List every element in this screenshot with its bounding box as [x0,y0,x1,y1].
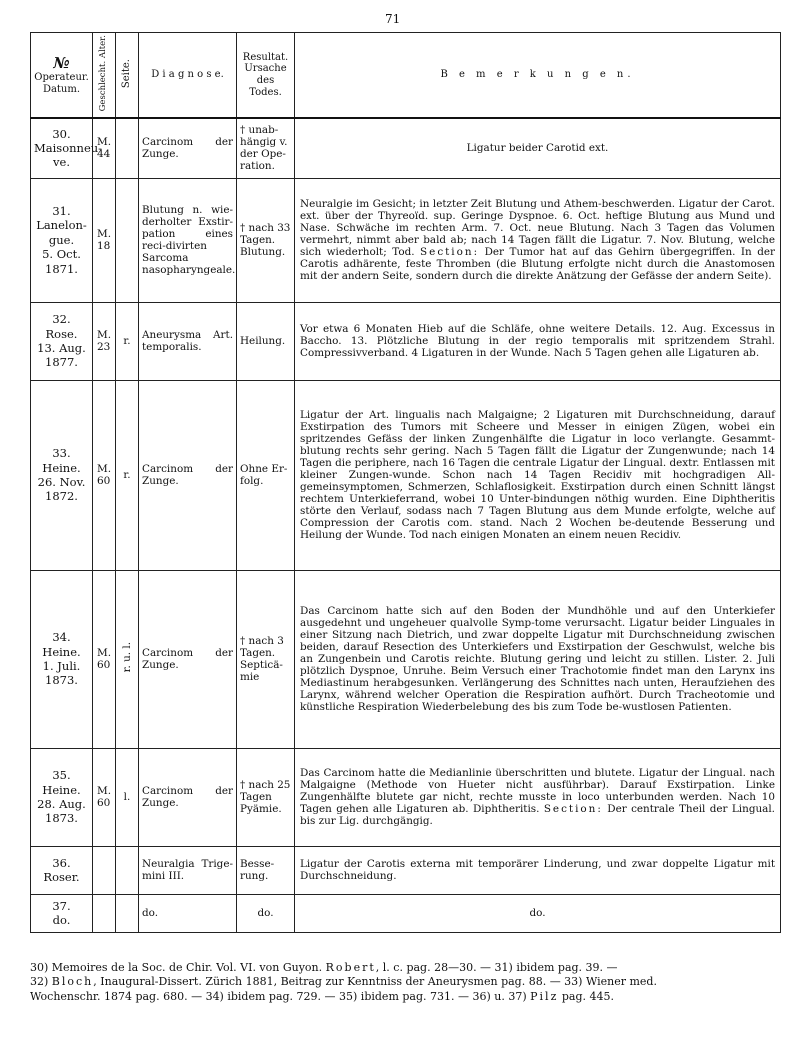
remarks-section-text: Der centrale Theil der Lingual. bis zur Lig. durchgängig. [300,803,775,828]
section-label: Section: [420,246,480,259]
header-operator: Operateur. [34,72,89,84]
diagnosis: Carcinom der Zunge. [139,380,237,570]
operator-name: Heine. [42,460,81,475]
table-row [31,118,781,178]
sex-age-cell [93,178,116,302]
remarks-text: Neuralgie im Gesicht; in letzter Zeit Blutung und Athem-beschwerden. Ligatur der Carot. ext. über der Thyreoïd. sup. Geringe Dyspnoe. 6. Oct. heftige Blutung aus Mund und Nase. Schwäche im rechten Arm. 7. Oct. neue Blutung. Nach 3 Tagen das Volumen vermehrt, nimmt aber bald ab; nach 14 Tagen fällt die Ligatur. 7. Nov. Blutung, welche sich wiederholt; Tod. [300,197,775,259]
sex: M. [97,462,112,475]
table-row [31,178,781,302]
operator-name: Heine. [42,782,81,797]
remarks: Ligatur der Carotis externa mit temporärer Linderung, und zwar doppelte Ligatur mit Durchschneidung. [295,846,781,894]
remarks [295,748,781,846]
operator-name: Roser. [43,870,80,884]
age: 23 [97,341,111,353]
operation-date: 28. Aug. 1873. [37,797,86,826]
age: 60 [97,659,111,671]
operator-cell [31,302,93,380]
operator-name: Lanelon-gue. [36,218,87,247]
case-number: 35. [52,768,71,783]
sex: M. [97,328,112,341]
remarks-section-text: Der Tumor hat auf das Gehirn übergegriffen. In der Carotis adhärente, feste Thromben (die Blutung erfolgte nicht durch die Anastomosen mit der andern Seite, sondern durch die direkte Anätzung der Gefässe der andern Seite). [300,246,775,283]
operation-date: 26. Nov. 1872. [37,475,86,504]
header-sex-age: Geschlecht. Alter. [98,35,109,112]
result: do. [237,894,295,932]
diagnosis: Blutung n. wie-derholter Exstir-pation eines reci-divirten Sarcoma nasopharyngeale. [139,178,237,302]
remarks: do. [295,894,781,932]
side-cell [116,894,139,932]
sex-age-cell [93,380,116,570]
result: Ohne Er-folg. [237,380,295,570]
side-cell [116,178,139,302]
footnotes [30,961,785,1004]
sex: M. [97,136,112,149]
remarks [295,178,781,302]
operator-cell [31,118,103,178]
case-number: 36. [52,855,71,870]
sex-age-cell [93,846,116,894]
case-number: 34. [52,630,71,645]
header-number: № [53,53,70,72]
footnote-text: 30) Memoires de la Soc. de Chir. Vol. VI. von Guyon. [30,961,326,974]
table-row [31,570,781,748]
table-row [31,894,781,932]
operator-name: Maisonneu-ve. [34,141,103,170]
age: 60 [97,475,111,487]
operator-cell [31,178,93,302]
author-name: Bloch [51,975,94,989]
operator-name: Rose. [45,326,78,341]
side-cell [116,570,139,748]
result: † nach 3 Tagen. Septicä-mie [237,570,295,748]
operator-cell [31,570,93,748]
result: Besse-rung. [237,846,295,894]
operation-date: 1. Juli. 1873. [42,659,81,688]
side-cell: l. [116,748,139,846]
sex-age-cell [93,570,116,748]
operator-cell [31,748,93,846]
result: † nach 33 Tagen. Blutung. [237,178,295,302]
author-name: Pilz [530,989,559,1003]
operation-date: 5. Oct. 1871. [42,247,81,276]
side-value: r. u. l. [120,642,133,673]
ligature-cases-table [30,32,781,933]
table-row [31,748,781,846]
sex-age-cell [93,894,116,932]
header-remarks: B e m e r k u n g e n. [295,33,781,119]
remarks: Das Carcinom hatte sich auf den Boden der Mundhöhle und auf den Unterkiefer ausgedehnt und ungeheuer qualvolle Symp-tome verursacht. Ligatur beider Linguales in einer Sitzung nach Dietrich, und zwar doppelte Ligatur mit Durchschneidung zwischen beiden, darauf Resection des Unterkiefers und Exstirpation der Geschwulst, welche bis an Zungenbein und Carotis reichte. Blutung gering und leicht zu stillen. Lister. 2. Juli plötzlich Dyspnoe, Unruhe. Beim Versuch einer Trachotomie findet man den Larynx ins Mediastinum herabgesunken. Verlängerung des Schnittes nach unten, Heraufziehen des Larynx, während welcher Operation die Respiration aufhört. Durch Tracheotomie und künstliche Respiration Wiederbelebung des bis zum Tode be-wustlosen Patienten. [295,570,781,748]
age: 60 [97,797,111,809]
sex-age-cell [93,748,116,846]
remarks: Ligatur der Art. lingualis nach Malgaigne; 2 Ligaturen mit Durchschneidung, darauf Exstirpation des Tumors mit Scheere und Messer in einigen Zügen, wobei ein spritzendes Gefäss der linken Zungenhälfte die Ligatur in loco verlangte. Gesammt-blutung rechts sehr gering. Nach 5 Tagen fällt die Ligatur der Zungenwunde; nach 14 Tagen die periphere, nach 16 Tagen die centrale Ligatur der Lingual. dextr. Entlassen mit kleiner Zungen-wunde. Schon nach 14 Tagen Recidiv mit hochgradigen All-gemeinsymptomen, Schmerzen, Schlaflosigkeit. Exstirpation durch einen Schnitt längst rechtem Unterkieferrand, wobei 10 Unter-bindungen nöthig wurden. Eine Diphtheritis störte den Verlauf, sodass nach 7 Tagen Blutung aus dem Munde erfolgte, welche auf Compression der Carotis com. stand. Nach 2 Wochen be-deutende Besserung und Heilung der Wunde. Tod nach einigen Monaten an einem neuen Recidiv. [295,380,781,570]
diagnosis: Carcinom der Zunge. [139,570,237,748]
header-cause: Ursache [244,63,287,75]
result: † nach 25 Tagen Pyämie. [237,748,295,846]
remarks: Ligatur beider Carotid ext. [295,118,781,178]
author-name: Robert [325,961,376,974]
operator-name: Heine. [42,644,81,659]
remarks-text: Das Carcinom hatte die Medianlinie überschritten und blutete. Ligatur der Lingual. nach Malgaigne (Methode von Hueter nicht ausführbar). Darauf Exstirpation. Linke Zungenhälfte blutete gar nicht, rechte musste in loco unterbunden werden. Nach 10 Tagen gehen alle Ligaturen ab. Diphtheritis. [300,766,775,816]
header-sex-age-cell [93,33,116,119]
header-operator-cell [31,33,93,119]
sex: M. [97,227,112,240]
footnote-text: pag. 445. [558,989,614,1003]
case-number: 31. [52,204,71,219]
case-number: 32. [52,312,71,327]
header-of-death: des Todes. [249,75,282,98]
result: † unab-hängig v. der Ope-ration. [237,118,295,178]
side-cell [116,118,139,178]
header-date: Datum. [42,83,81,95]
footnote-line [30,975,785,989]
diagnosis: Aneurysma Art. temporalis. [139,302,237,380]
footnote-line [30,990,785,1004]
table-row [31,380,781,570]
side-cell: r. [116,302,139,380]
footnote-text: , Inaugural-Dissert. Zürich 1881, Beitrag zur Kenntniss der Aneurysmen pag. 88. — 33) Wiener med. [93,975,657,989]
result: Heilung. [237,302,295,380]
age: 18 [97,240,111,252]
footnote-text: Wochenschr. 1874 pag. 680. — 34) ibidem pag. 729. — 35) ibidem pag. 731. — 36) u. 37) [30,989,531,1003]
header-result: Resultat. [242,51,289,63]
side-cell: r. [116,380,139,570]
sex-age-cell [93,302,116,380]
footnote-text: , l. c. pag. 28—30. — 31) ibidem pag. 39. — [375,961,618,974]
diagnosis: Carcinom der Zunge. [139,748,237,846]
operator-cell [31,846,93,894]
header-side: Seite. [121,58,133,88]
footnote-text: 32) [30,975,52,989]
case-number: 37. [52,898,71,913]
diagnosis: do. [139,894,237,932]
side-cell [116,846,139,894]
header-diagnosis: D i a g n o s e. [139,33,237,119]
operator-cell [31,380,93,570]
remarks: Vor etwa 6 Monaten Hieb auf die Schläfe, ohne weitere Details. 12. Aug. Excessus in Baccho. 13. Plötzliche Blutung in der regio temporalis mit spritzendem Strahl. Compressivverband. 4 Ligaturen in der Wunde. Nach 5 Tagen gehen alle Ligaturen ab. [295,302,781,380]
case-number: 33. [52,446,71,461]
age: 44 [97,148,111,161]
header-result-cell [237,33,295,119]
table-header-row [31,33,781,119]
operator-name: do. [52,913,71,927]
header-side-cell [116,33,139,119]
section-label: Section: [543,803,603,816]
diagnosis: Carcinom der Zunge. [139,118,237,178]
page-number: 71 [385,12,401,26]
case-number: 30. [52,126,71,141]
operator-cell [31,894,93,932]
diagnosis: Neuralgia Trige-mini III. [139,846,237,894]
sex: M. [97,784,112,797]
table-row [31,846,781,894]
operation-date: 13. Aug. 1877. [37,341,86,370]
table-row [31,302,781,380]
footnote-line [30,961,785,975]
sex: M. [97,646,112,659]
